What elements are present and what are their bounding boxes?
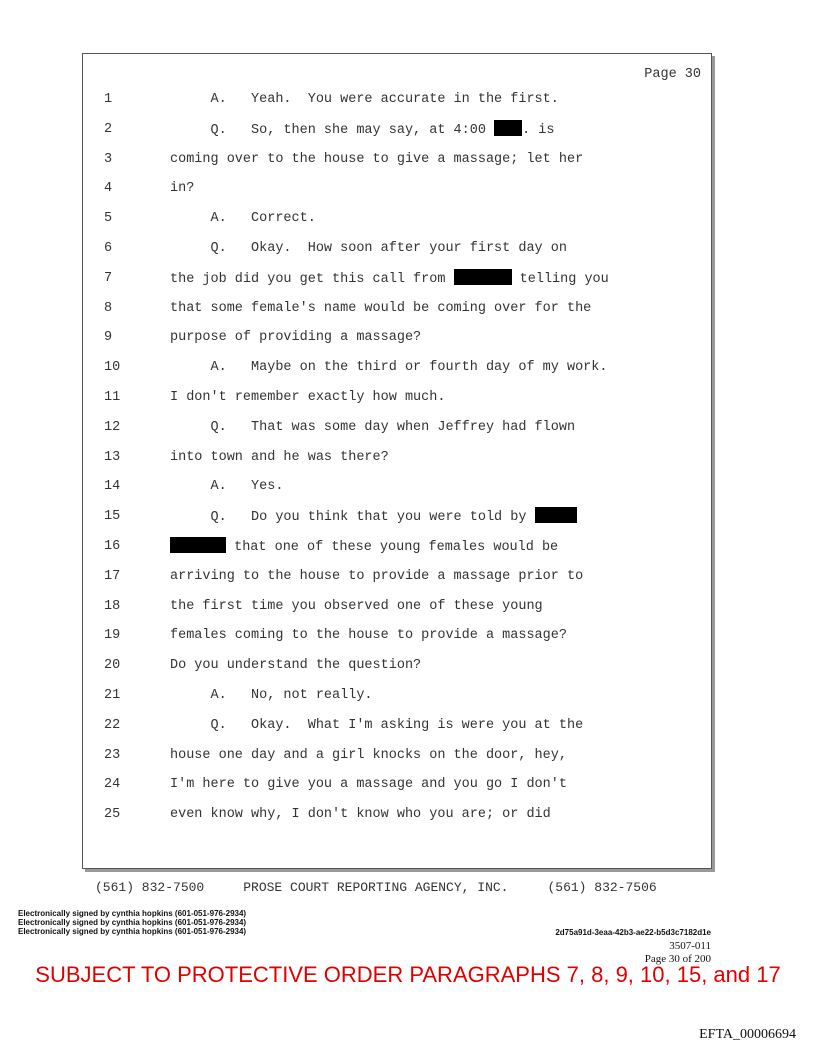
- redaction-box: [454, 269, 512, 285]
- line-text: [170, 597, 543, 617]
- line-text: [170, 448, 389, 468]
- line-text-segment: A. No, not really.: [170, 688, 373, 703]
- signature-line: Electronically signed by cynthia hopkins (601-051-976-2934): [18, 918, 247, 927]
- line-number: 11: [104, 390, 121, 405]
- line-text-segment: in?: [170, 181, 195, 197]
- line-text-segment: coming over to the house to give a massage; let her: [170, 151, 584, 167]
- line-text: [170, 120, 554, 141]
- page-of-total: Page 30 of 200: [644, 953, 711, 965]
- line-number: 7: [104, 270, 113, 286]
- line-number: 14: [104, 479, 121, 495]
- line-number: 22: [104, 717, 121, 733]
- line-number: 13: [104, 449, 121, 465]
- line-number: 1: [104, 92, 113, 107]
- transcript-line: [83, 805, 711, 825]
- line-number: 21: [104, 688, 121, 703]
- line-text: [170, 716, 583, 736]
- transcript-line: [83, 388, 711, 408]
- line-text-segment: Q. Do you think that you were told by: [170, 510, 535, 526]
- line-text-segment: into town and he was there?: [170, 449, 389, 465]
- line-number: 18: [104, 598, 121, 614]
- transcript-line: [83, 418, 711, 438]
- line-number: 6: [104, 241, 113, 256]
- line-text: [170, 626, 567, 646]
- line-text-segment: . is: [522, 122, 555, 138]
- line-number: 23: [104, 747, 121, 763]
- transcript-line: [83, 239, 711, 259]
- line-text: [170, 507, 577, 528]
- transcript-line: [83, 90, 711, 110]
- transcript-line: [83, 597, 711, 617]
- signature-line: Electronically signed by cynthia hopkins (601-051-976-2934): [18, 909, 247, 918]
- transcript-line: [83, 746, 711, 766]
- transcript-line: [83, 477, 711, 497]
- transcript-line: [83, 507, 711, 527]
- transcript-line: [83, 299, 711, 319]
- line-number: 17: [104, 568, 121, 584]
- line-text-segment: house one day and a girl knocks on the door, hey,: [170, 747, 567, 763]
- transcript-line: [83, 179, 711, 199]
- line-number: 16: [104, 539, 121, 554]
- transcript-line: [83, 567, 711, 587]
- line-text-segment: A. Maybe on the third or fourth day of my work.: [170, 360, 608, 376]
- page-number: Page 30: [644, 67, 701, 82]
- document-hash: 2d75a91d-3eaa-42b3-ae22-b5d3c7182d1e: [555, 928, 711, 937]
- line-text: [170, 656, 421, 676]
- line-number: 20: [104, 658, 121, 674]
- line-text-segment: females coming to the house to provide a massage?: [170, 628, 567, 644]
- line-number: 3: [104, 151, 113, 167]
- bates-number: EFTA_00006694: [699, 1027, 796, 1042]
- line-text-segment: that some female's name would be coming over for the: [170, 300, 592, 316]
- line-text-segment: Q. So, then she may say, at 4:00: [170, 122, 495, 138]
- line-number: 9: [104, 330, 113, 346]
- transcript-line: [83, 775, 711, 795]
- line-text: [170, 477, 283, 497]
- line-text-segment: A. Yes.: [170, 479, 284, 495]
- line-text: [170, 686, 373, 706]
- line-number: 5: [104, 211, 113, 227]
- document-code: 3507-011: [669, 940, 711, 952]
- line-text-segment: Q. That was some day when Jeffrey had flown: [170, 419, 576, 435]
- line-text-segment: Q. Okay. How soon after your first day on: [170, 241, 567, 256]
- line-number: 15: [104, 509, 121, 525]
- line-text-segment: that one of these young females would be: [226, 540, 559, 555]
- signature-line: Electronically signed by cynthia hopkins (601-051-976-2934): [18, 927, 247, 936]
- line-text-segment: the first time you observed one of these young: [170, 598, 543, 614]
- transcript-line: [83, 209, 711, 229]
- line-text: [170, 328, 421, 348]
- line-text: [170, 239, 567, 259]
- line-text: [170, 418, 575, 438]
- transcript-line: [83, 537, 711, 557]
- line-text-segment: A. Correct.: [170, 211, 316, 227]
- transcript-line: [83, 150, 711, 170]
- line-text: [170, 537, 558, 558]
- redaction-box: [535, 507, 577, 523]
- transcript-line: [83, 358, 711, 378]
- line-number: 2: [104, 121, 113, 137]
- line-text: [170, 150, 583, 170]
- line-text: [170, 775, 567, 795]
- line-number: 25: [104, 807, 121, 823]
- line-text-segment: I don't remember exactly how much.: [170, 390, 446, 405]
- line-text: [170, 90, 559, 110]
- transcript-line: [83, 686, 711, 706]
- line-text: [170, 388, 445, 408]
- line-number: 24: [104, 777, 121, 793]
- transcript-line: [83, 656, 711, 676]
- transcript-line: [83, 269, 711, 289]
- line-text: [170, 209, 316, 229]
- line-text-segment: Q. Okay. What I'm asking is were you at the: [170, 717, 584, 733]
- line-number: 4: [104, 181, 113, 197]
- line-number: 12: [104, 419, 121, 435]
- line-text: [170, 299, 591, 319]
- line-text-segment: even know why, I don't know who you are; or did: [170, 807, 551, 823]
- line-text: [170, 567, 583, 587]
- agency-footer: (561) 832-7500 PROSE COURT REPORTING AGENCY, INC. (561) 832-7506: [95, 880, 657, 895]
- line-text: [170, 269, 609, 290]
- redaction-box: [494, 120, 522, 136]
- line-text-segment: purpose of providing a massage?: [170, 330, 422, 346]
- line-number: 8: [104, 300, 113, 316]
- transcript-page: [82, 53, 712, 869]
- transcript-line: [83, 716, 711, 736]
- transcript-line: [83, 328, 711, 348]
- protective-order-notice: SUBJECT TO PROTECTIVE ORDER PARAGRAPHS 7, 8, 9, 10, 15, and 17: [35, 962, 781, 987]
- line-number: 10: [104, 360, 121, 376]
- line-text: [170, 805, 551, 825]
- redaction-box: [170, 537, 226, 553]
- line-number: 19: [104, 628, 121, 644]
- line-text-segment: Do you understand the question?: [170, 658, 422, 674]
- line-text-segment: arriving to the house to provide a massage prior to: [170, 568, 584, 584]
- line-text-segment: telling you: [511, 271, 609, 287]
- line-text-segment: I'm here to give you a massage and you go I don't: [170, 777, 567, 793]
- transcript-line: [83, 448, 711, 468]
- line-text-segment: the job did you get this call from: [170, 271, 454, 287]
- transcript-line: [83, 626, 711, 646]
- line-text: [170, 179, 194, 199]
- transcript-line: [83, 120, 711, 140]
- line-text: [170, 358, 607, 378]
- line-text: [170, 746, 567, 766]
- line-text-segment: A. Yeah. You were accurate in the first.: [170, 92, 559, 107]
